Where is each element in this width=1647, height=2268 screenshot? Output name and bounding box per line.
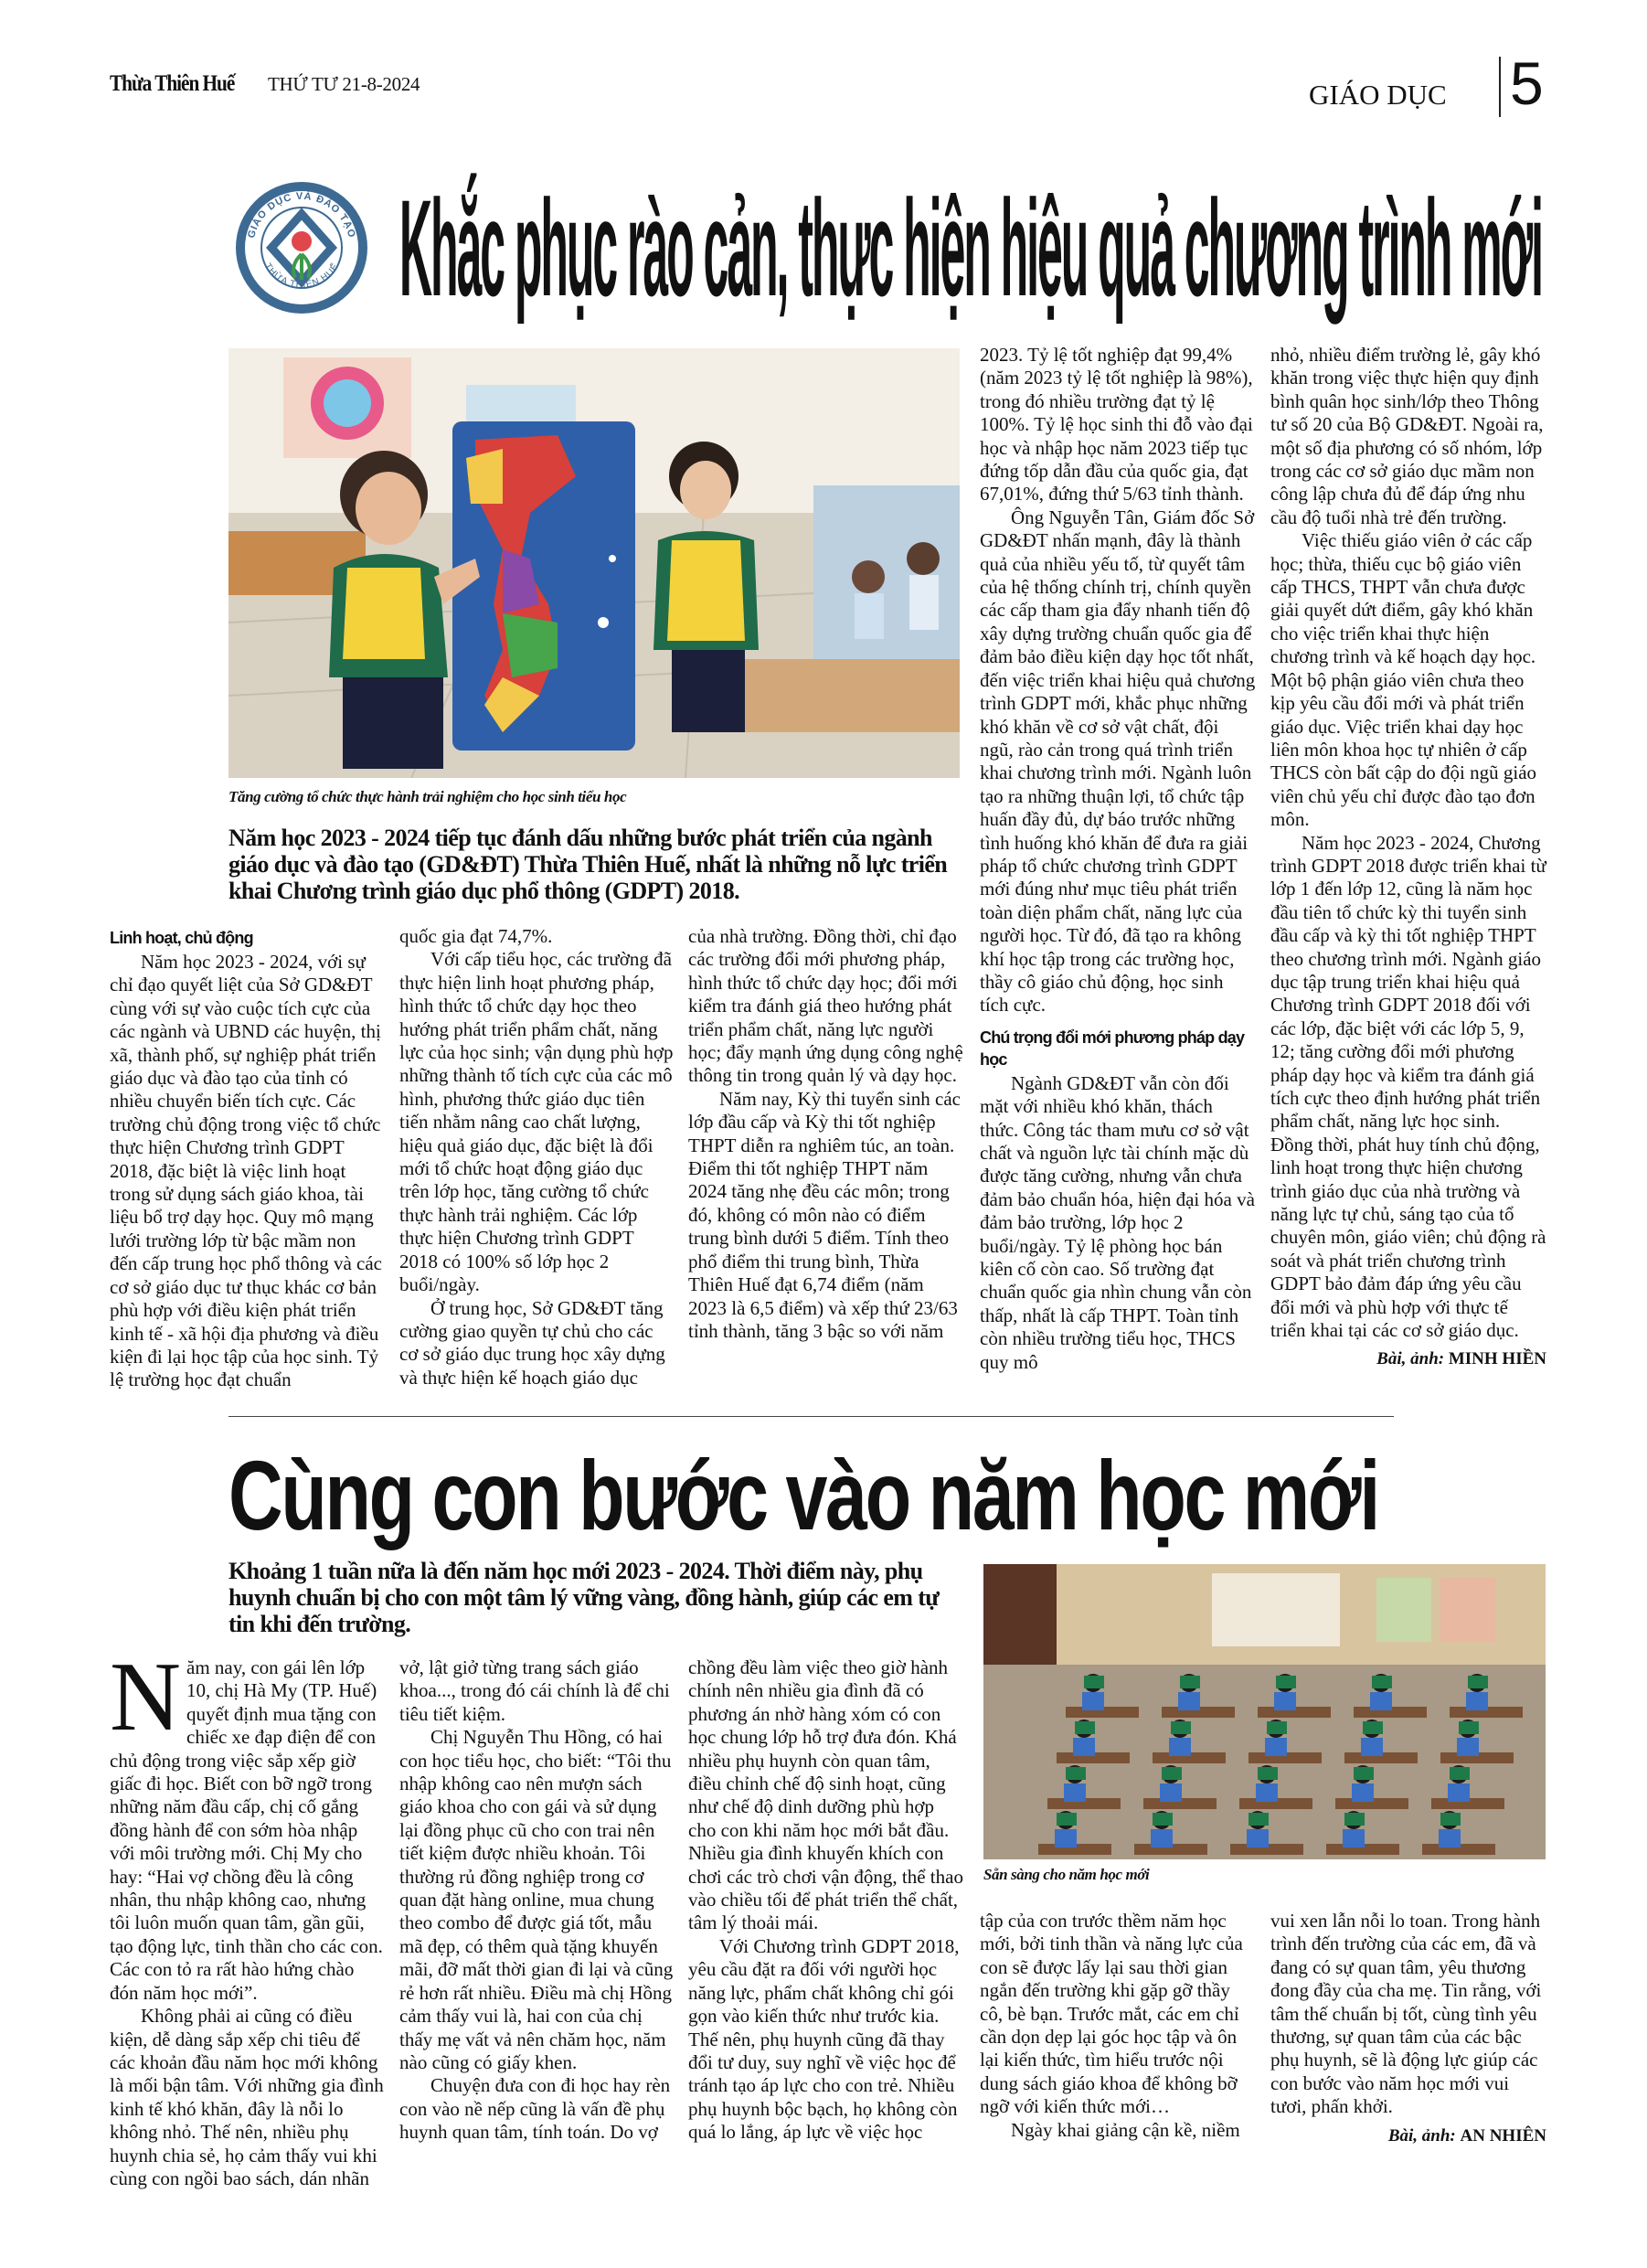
article1-headline: Khắc phục rào cản, thực hiện hiệu quả chương trình mới (399, 171, 1542, 325)
student-figure (1439, 1829, 1461, 1847)
paragraph: Chuyện đưa con đi học hay rèn con vào nề nếp cũng là vấn đề phụ huynh quan tâm, tính toán. Do vợ (399, 2074, 671, 2144)
newspaper-name: Thừa Thiên Huế (110, 71, 235, 96)
article1-column-1 (110, 925, 386, 1392)
green-board (1258, 1767, 1278, 1780)
section-name: GIÁO DỤC (1309, 79, 1447, 111)
paragraph: Chị Nguyễn Thu Hồng, có hai con học tiểu học, cho biết: “Tôi thu nhập không cao nên mượn sách giáo khoa cho con gái và sử dụng lại đồng phục cũ cho con trai nên tiết kiệm được nhiều khoản. Tôi thường rủ đồng nghiệp trong cơ quan đặt hàng online, mua chung theo combo để được giá tốt, mẫu mã đẹp, có thêm quà tặng khuyến mãi, đỡ mất thời gian đi lại và cũng rẻ hơn rất nhiều. Điều mà chị Hồng cảm thấy vui là, hai con của chị thấy mẹ vất vả nên chăm học, năm nào cũng có giấy khen. (399, 1726, 674, 2073)
paragraph: Năm học 2023 - 2024, Chương trình GDPT 2018 được triển khai từ lớp 1 đến lớp 12, cũng là năm học đầu tiên tổ chức kỳ thi tuyển sinh đầu cấp và kỳ thi tốt nghiệp THPT theo chương trình mới. Ngành giáo dục tập trung triển khai hiệu quả Chương trình GDPT 2018 đối với các lớp, đặc biệt với các lớp 5, 9, 12; tăng cường đổi mới phương pháp dạy học và kiểm tra đánh giá tích cực theo định hướng phát triển phẩm chất, năng lực học sinh. Đồng thời, phát huy tính chủ động, linh hoạt trong thực hiện chương trình giáo dục của nhà trường và năng lực tự chủ, sáng tạo của tổ chuyên môn, giáo viên; chủ động rà soát và phát triển chương trình GDPT bảo đảm đáp ứng yêu cầu đổi mới và phù hợp với thực tế triển khai tại các cơ sở giáo dục. (1270, 831, 1546, 1342)
article2-column-5 (1270, 1910, 1546, 2147)
article2-photo (983, 1564, 1546, 1859)
student-figure (1247, 1829, 1269, 1847)
article2-headline-box (228, 1440, 1380, 1550)
paragraph: nhỏ, nhiều điểm trường lẻ, gây khó khăn trong việc thực hiện quy định bình quân học sinh/lớp theo Thông tư số 20 của Bộ GD&ĐT. Ngoài ra, một số địa phương có số nhóm, lớp trong các cơ sở giáo dục mầm non công lập chưa đủ để đáp ứng nhu cầu độ tuổi nhà trẻ đến trường. (1270, 344, 1544, 528)
article1-column-5 (1270, 344, 1546, 1371)
student-figure (1160, 1784, 1182, 1802)
student-figure (1466, 1692, 1488, 1710)
green-board (1372, 1676, 1392, 1688)
article1-photo (228, 348, 960, 778)
green-board (1363, 1721, 1383, 1734)
svg-text:GIÁO DỤC VÀ ĐÀO TẠO: GIÁO DỤC VÀ ĐÀO TẠO (246, 190, 357, 240)
green-board (1267, 1721, 1287, 1734)
paragraph: vui xen lẫn nỗi lo toan. Trong hành trình đến trường của các em, đã và đang có sự quan tâm, yêu thương đong đầy của cha mẹ. Tin rằng, với tâm thế chuẩn bị tốt, cùng tình yêu thương, sự quan tâm của các bậc phụ huynh, sẽ là động lực giúp các con bước vào năm học mới vui tươi, phấn khởi. (1270, 1910, 1542, 2118)
paragraph: Năm nay, Kỳ thi tuyển sinh các lớp đầu cấp và Kỳ thi tốt nghiệp THPT diễn ra nghiêm túc, an toàn. Điểm thi tốt nghiệp THPT năm 2024 tăng nhẹ đều các môn; trong đó, không có môn nào có điểm trung bình dưới 5 điểm. Tính theo phổ điểm thi trung bình, Thừa Thiên Huế đạt 6,74 điểm (năm 2023 là 6,5 điểm) và xếp thứ 23/63 tỉnh thành, tăng 3 bậc so với năm (688, 1087, 961, 1342)
green-board (1153, 1813, 1173, 1826)
paragraph: của nhà trường. Đồng thời, chỉ đạo các trường đổi mới phương pháp, hình thức tổ chức dạy học; đổi mới kiểm tra đánh giá theo hướng phát triển phẩm chất, năng lực người học; đẩy mạnh ứng dụng công nghệ thông tin trong quản lý và dạy học. (688, 925, 963, 1087)
green-board (1450, 1767, 1470, 1780)
byline (1270, 2124, 1546, 2147)
green-board (1344, 1813, 1365, 1826)
article2-column-1 (110, 1643, 386, 2190)
student-figure (1352, 1784, 1374, 1802)
byline (1270, 1347, 1546, 1370)
article1-column-3 (688, 925, 964, 1343)
subheading: Linh hoạt, chủ động (110, 929, 253, 947)
paragraph: 2023. Tỷ lệ tốt nghiệp đạt 99,4% (năm 2023 tỷ lệ tốt nghiệp là 98%), trong đó nhiều trường đạt tỷ lệ 100%. Tỷ lệ học sinh thi đỗ vào đại học và nhập học năm 2023 tiếp tục đứng tốp dẫn đầu của quốc gia, đạt 67,01%, đứng thứ 5/63 tỉnh thành. (980, 344, 1253, 506)
drop-cap: N (110, 1643, 181, 1752)
paragraph (110, 1643, 386, 2005)
article1-lead: Năm học 2023 - 2024 tiếp tục đánh dấu những bước phát triển của ngành giáo dục và đào tạo (GD&ĐT) Thừa Thiên Huế, nhất là những nỗ lực triển khai Chương trình giáo dục phổ thông (GDPT) 2018. (228, 825, 948, 904)
green-board (1084, 1676, 1104, 1688)
student-figure (1151, 1829, 1173, 1847)
student-figure (1265, 1738, 1287, 1756)
article2-column-2 (399, 1656, 675, 2145)
green-board (1354, 1767, 1374, 1780)
paragraph: quốc gia đạt 74,7%. (399, 925, 553, 947)
student-figure (1457, 1738, 1479, 1756)
article2-column-4 (980, 1910, 1256, 2142)
student-figure (1178, 1692, 1200, 1710)
green-board (1440, 1813, 1461, 1826)
student-figure (1274, 1692, 1296, 1710)
student-figure (1448, 1784, 1470, 1802)
article2-lead: Khoảng 1 tuần nữa là đến năm học mới 2023 - 2024. Thời điểm này, phụ huynh chuẩn bị cho con một tâm lý vững vàng, đồng hành, giúp các em tự tin khi đến trường. (228, 1558, 940, 1637)
paragraph: Ngày khai giảng cận kề, niềm (1011, 2118, 1240, 2141)
paragraph: vở, lật giở từng trang sách giáo khoa..., trong đó cái chính là để chi tiêu tiết kiệm. (399, 1656, 670, 1725)
article-divider (228, 1416, 1394, 1417)
paragraph: Ngành GD&ĐT vẫn còn đối mặt với nhiều khó khăn, thách thức. Công tác tham mưu cơ sở vật chất và nguồn lực tài chính mặc dù được tăng cường, nhưng vẫn chưa đảm bảo chuẩn hóa, hiện đại hóa và đảm bảo trường, lớp học 2 buổi/ngày. Tỷ lệ phòng học bán kiên cố còn cao. Số trường đạt chuẩn quốc gia nhìn chung vẫn còn thấp, nhất là cấp THPT. Toàn tỉnh còn nhiều trường tiểu học, THCS quy mô (980, 1071, 1255, 1373)
paragraph: Ông Nguyễn Tân, Giám đốc Sở GD&ĐT nhấn mạnh, đây là thành quả của nhiều yếu tố, từ quyết tâm của hệ thống chính trị, chính quyền các cấp tham gia đẩy nhanh tiến độ xây dựng trường chuẩn quốc gia để đảm bảo điều kiện dạy học tốt nhất, đến việc triển khai hiệu quả chương trình GDPT mới, khắc phục những khó khăn về cơ sở vật chất, đội ngũ, rào cản trong quá trình triển khai chương trình mới. Ngành luôn tạo ra những thuận lợi, tổ chức tập huấn đầy đủ, dự báo trước những tình huống khó khăn để đưa ra giải pháp tổ chức chương trình GDPT mới đúng như mục tiêu phát triển toàn diện phẩm chất, năng lực của người học. Từ đó, đã tạo ra không khí học tập trong các trường học, thầy cô giáo chủ động, học sinh tích cực. (980, 506, 1256, 1017)
byline-label: Bài, ảnh: (1387, 2125, 1456, 2146)
paragraph: chồng đều làm việc theo giờ hành chính nên nhiều gia đình đã có phương án nhờ hàng xóm có con học chung lớp hỗ trợ đưa đón. Khá nhiều phụ huynh còn quan tâm, điều chỉnh chế độ sinh hoạt, cũng như chế độ dinh dưỡng phù hợp cho con khi năm học mới bắt đầu. Nhiều gia đình khuyến khích con chơi các trò chơi vận động, thể thao vào chiều tối để phát triển thể chất, tâm lý thoải mái. (688, 1656, 963, 1934)
student-figure (1370, 1692, 1392, 1710)
paragraph-text: ăm nay, con gái lên lớp 10, chị Hà My (TP. Huế) quyết định mua tặng con chiếc xe đạp điện để con chủ động trong việc sắp xếp giờ giấc đi học. Biết con bỡ ngỡ trong những năm đầu cấp, chị cố gắng đồng hành để con sớm hòa nhập với môi trường mới. Chị My cho hay: “Hai vợ chồng đều là công nhân, thu nhập không cao, nhưng tôi luôn muốn quan tâm, gần gũi, tạo động lực, tinh thần cho các con. Các con tỏ ra rất hào hứng chào đón năm học mới”. (110, 1656, 383, 2004)
header-divider (1499, 57, 1501, 117)
green-board (1075, 1721, 1095, 1734)
article2-headline: Cùng con bước vào năm học mới (228, 1440, 1378, 1550)
student-figure (1361, 1738, 1383, 1756)
student-figure (1082, 1692, 1104, 1710)
svg-text:THỪA THIÊN HUẾ: THỪA THIÊN HUẾ (261, 261, 342, 291)
paragraph: Ở trung học, Sở GD&ĐT tăng cường giao quyền tự chủ cho các cơ sở giáo dục trung học xây dựng và thực hiện kế hoạch giáo dục (399, 1296, 665, 1389)
green-board (1171, 1721, 1191, 1734)
green-board (1459, 1721, 1479, 1734)
issue-date: THỨ TƯ 21-8-2024 (268, 73, 420, 95)
byline-label: Bài, ảnh: (1376, 1349, 1445, 1369)
paragraph: Không phải ai cũng có điều kiện, dễ dàng sắp xếp chi tiêu để các khoản đầu năm học mới không là mối bận tâm. Với những gia đình kinh tế khó khăn, đây là nỗi lo không nhỏ. Thế nên, nhiều phụ huynh chia sẻ, họ cảm thấy vui khi cùng con ngồi bao sách, dán nhãn (110, 2005, 384, 2189)
student-figure (1169, 1738, 1191, 1756)
paragraph: Việc thiếu giáo viên ở các cấp học; thừa, thiếu cục bộ giáo viên cấp THCS, THPT vẫn chưa được giải quyết dứt điểm, gây khó khăn cho việc triển khai thực hiện chương trình và kế hoạch dạy học. Một bộ phận giáo viên chưa theo kịp yêu cầu đổi mới và phát triển giáo dục. Việc triển khai dạy học liên môn khoa học tự nhiên ở cấp THCS còn bất cập do đội ngũ giáo viên chủ yếu chỉ được đào tạo đơn môn. (1270, 529, 1537, 831)
student-figure (1064, 1784, 1086, 1802)
student-figure (1343, 1829, 1365, 1847)
article1-column-2 (399, 925, 675, 1390)
article2-photo-caption: Sẵn sàng cho năm học mới (983, 1866, 1150, 1883)
green-board (1468, 1676, 1488, 1688)
student-figure (1256, 1784, 1278, 1802)
paragraph: Với cấp tiểu học, các trường đã thực hiện linh hoạt phương pháp, hình thức tổ chức dạy học theo hướng phát triển phẩm chất, năng lực của học sinh; vận dụng phù hợp những thành tố tích cực của các mô hình, phương thức giáo dục tiên tiến nhằm nâng cao chất lượng, hiệu quả giáo dục, đặc biệt là đổi mới tổ chức hoạt động giáo dục trên lớp học, tăng cường tổ chức thực hành trải nghiệm. Các lớp thực hiện Chương trình GDPT 2018 có 100% số lớp học 2 buổi/ngày. (399, 948, 674, 1296)
article2-column-3 (688, 1656, 964, 2145)
green-board (1276, 1676, 1296, 1688)
student-figure (1073, 1738, 1095, 1756)
green-board (1162, 1767, 1182, 1780)
article1-photo-caption: Tăng cường tổ chức thực hành trải nghiệm cho học sinh tiểu học (228, 788, 627, 805)
subheading: Chú trọng đổi mới phương pháp dạy học (980, 1028, 1245, 1069)
page-number: 5 (1510, 49, 1544, 117)
paragraph: tập của con trước thềm năm học mới, bởi tinh thần và năng lực của con sẽ được lấy lại sau thời gian ngắn đến trường khi gặp gỡ thầy cô, bè bạn. Trước mắt, các em chỉ cần dọn dẹp lại góc học tập và ôn lại kiến thức, tìm hiểu trước nội dung sách giáo khoa để không bỡ ngỡ với kiến thức mới… (980, 1910, 1243, 2118)
byline-author: MINH HIỀN (1448, 1349, 1546, 1369)
student-figure (1055, 1829, 1077, 1847)
article1-headline-box (399, 171, 1542, 325)
green-board (1249, 1813, 1269, 1826)
green-board (1180, 1676, 1200, 1688)
byline-author: AN NHIÊN (1460, 2125, 1546, 2146)
education-department-logo (233, 179, 370, 316)
green-board (1057, 1813, 1077, 1826)
paragraph: Năm học 2023 - 2024, với sự chỉ đạo quyết liệt của Sở GD&ĐT cùng với sự vào cuộc tích cực của các ngành và UBND các huyện, thị xã, thành phố, sự nghiệp phát triển giáo dục và đào tạo của tỉnh có nhiều chuyển biến tích cực. Các trường chủ động trong việc tổ chức thực hiện Chương trình GDPT 2018, đặc biệt là việc linh hoạt trong sử dụng sách giáo khoa, tài liệu bổ trợ dạy học. Quy mô mạng lưới trường lớp từ bậc mầm non đến cấp trung học phổ thông và các cơ sở giáo dục tư thục khác cơ bản phù hợp với điều kiện phát triển kinh tế - xã hội địa phương và điều kiện đi lại học tập của học sinh. Tỷ lệ trường học đạt chuẩn (110, 951, 382, 1391)
article1-column-4 (980, 344, 1256, 1374)
green-board (1066, 1767, 1086, 1780)
paragraph: Với Chương trình GDPT 2018, yêu cầu đặt ra đối với người học năng lực, phẩm chất không chỉ gói gọn vào kiến thức như trước kia. Thế nên, phụ huynh cũng đã thay đổi tư duy, suy nghĩ về việc học để tránh tạo áp lực cho con trẻ. Nhiều phụ huynh bộc bạch, họ không còn quá lo lắng, áp lực về việc học (688, 1934, 960, 2144)
